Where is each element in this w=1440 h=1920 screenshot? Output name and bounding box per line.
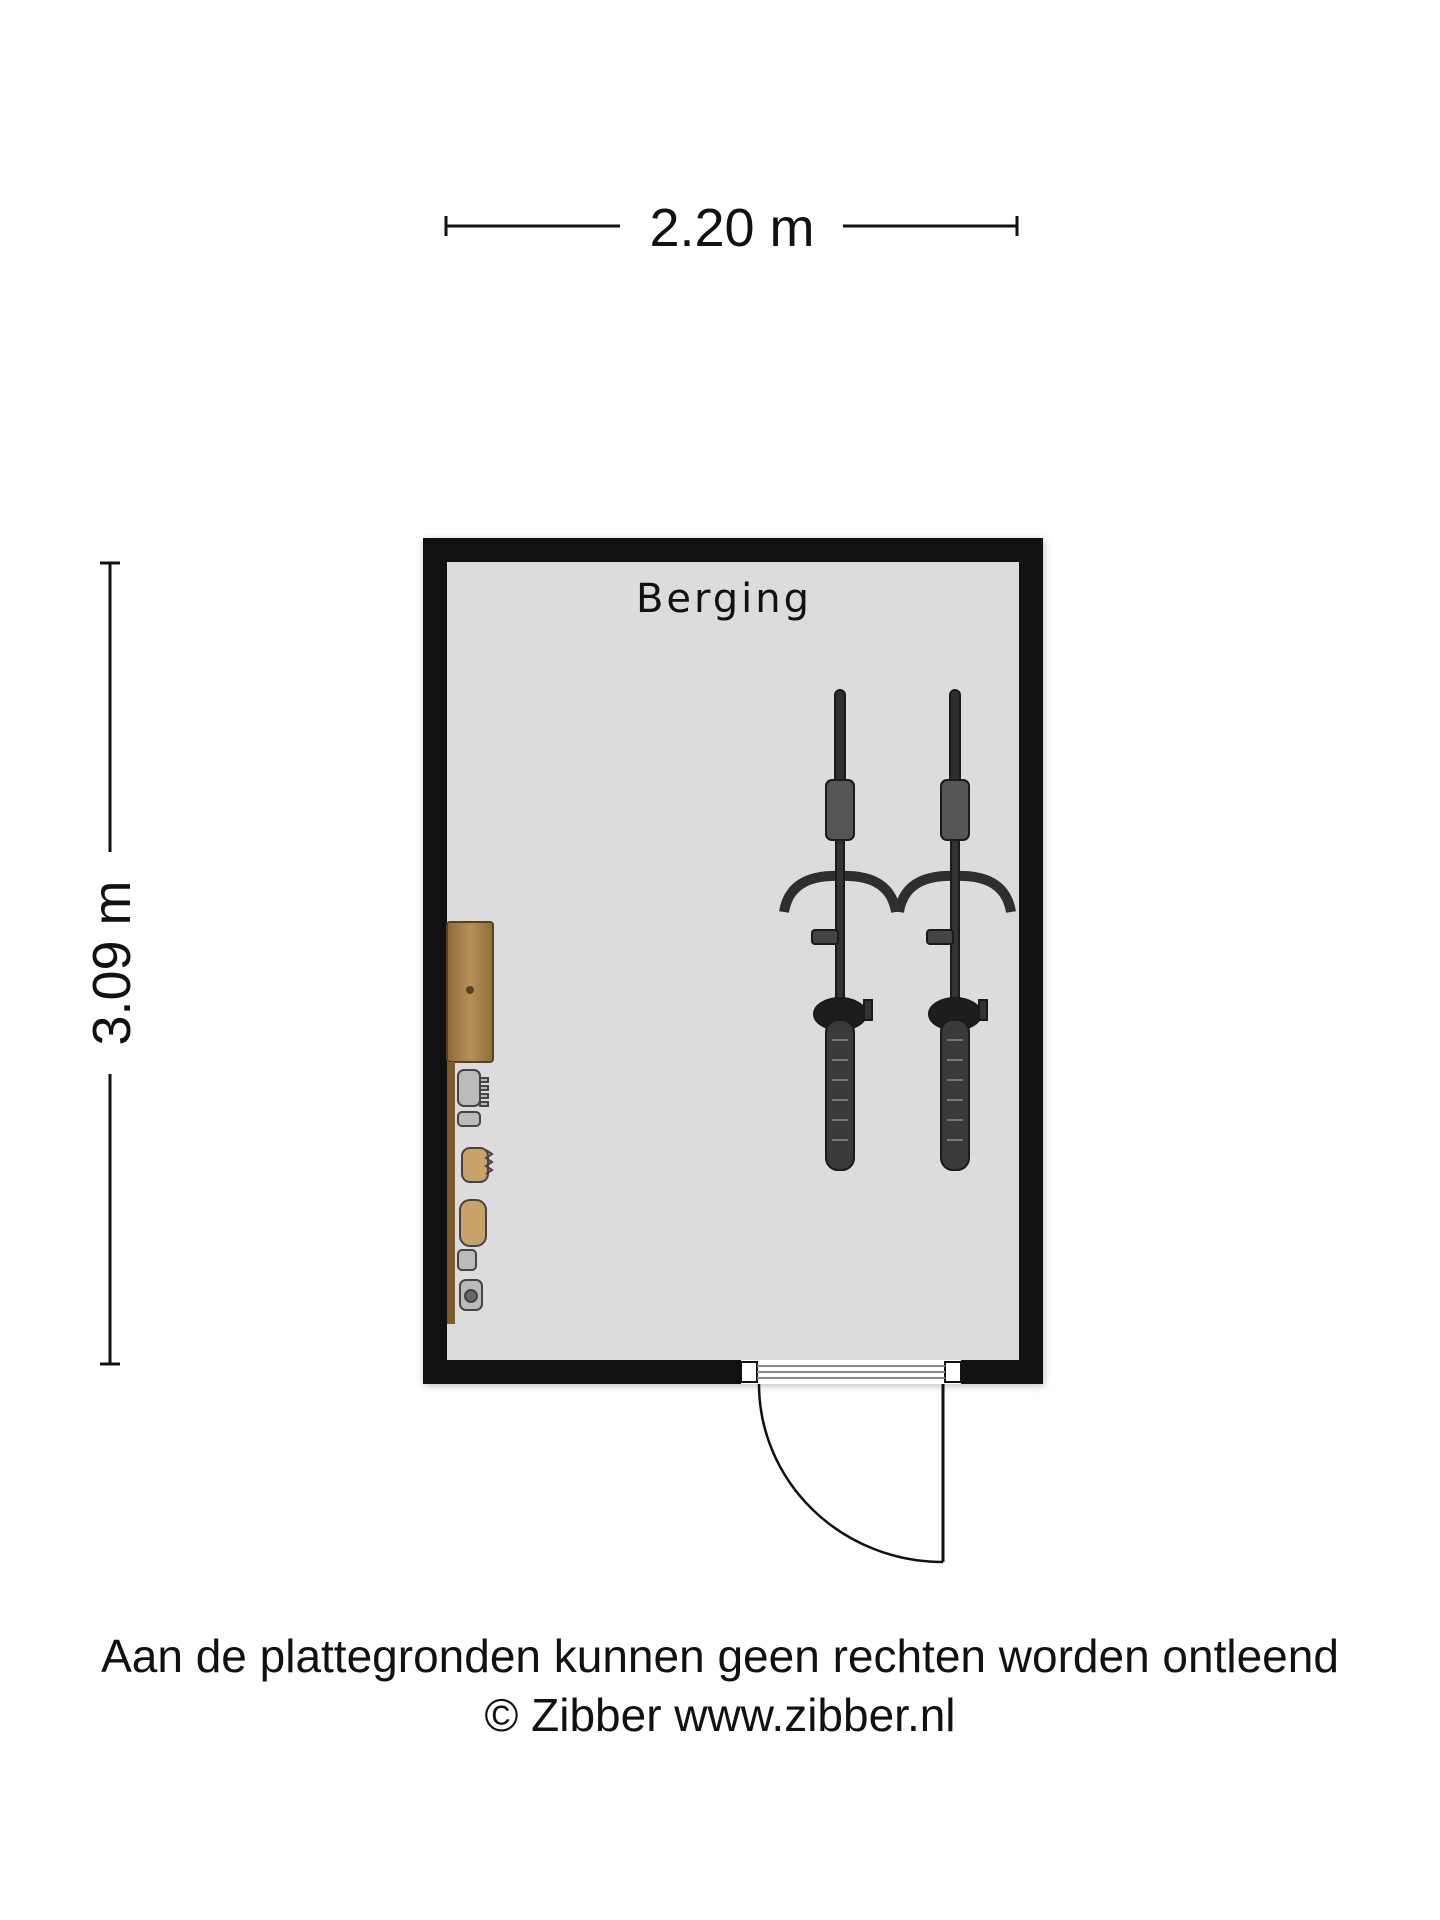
width-dimension bbox=[446, 198, 1017, 258]
width-label: 2.20 m bbox=[649, 198, 815, 258]
room-label: Berging bbox=[635, 576, 813, 622]
copyright-text: © Zibber www.zibber.nl bbox=[484, 1689, 956, 1741]
height-label: 3.09 m bbox=[82, 880, 142, 1046]
disclaimer-text: Aan de plattegronden kunnen geen rechten worden ontleend bbox=[101, 1630, 1339, 1682]
door bbox=[741, 1360, 961, 1562]
height-dimension bbox=[82, 563, 142, 1364]
room-floor bbox=[447, 562, 1019, 1360]
